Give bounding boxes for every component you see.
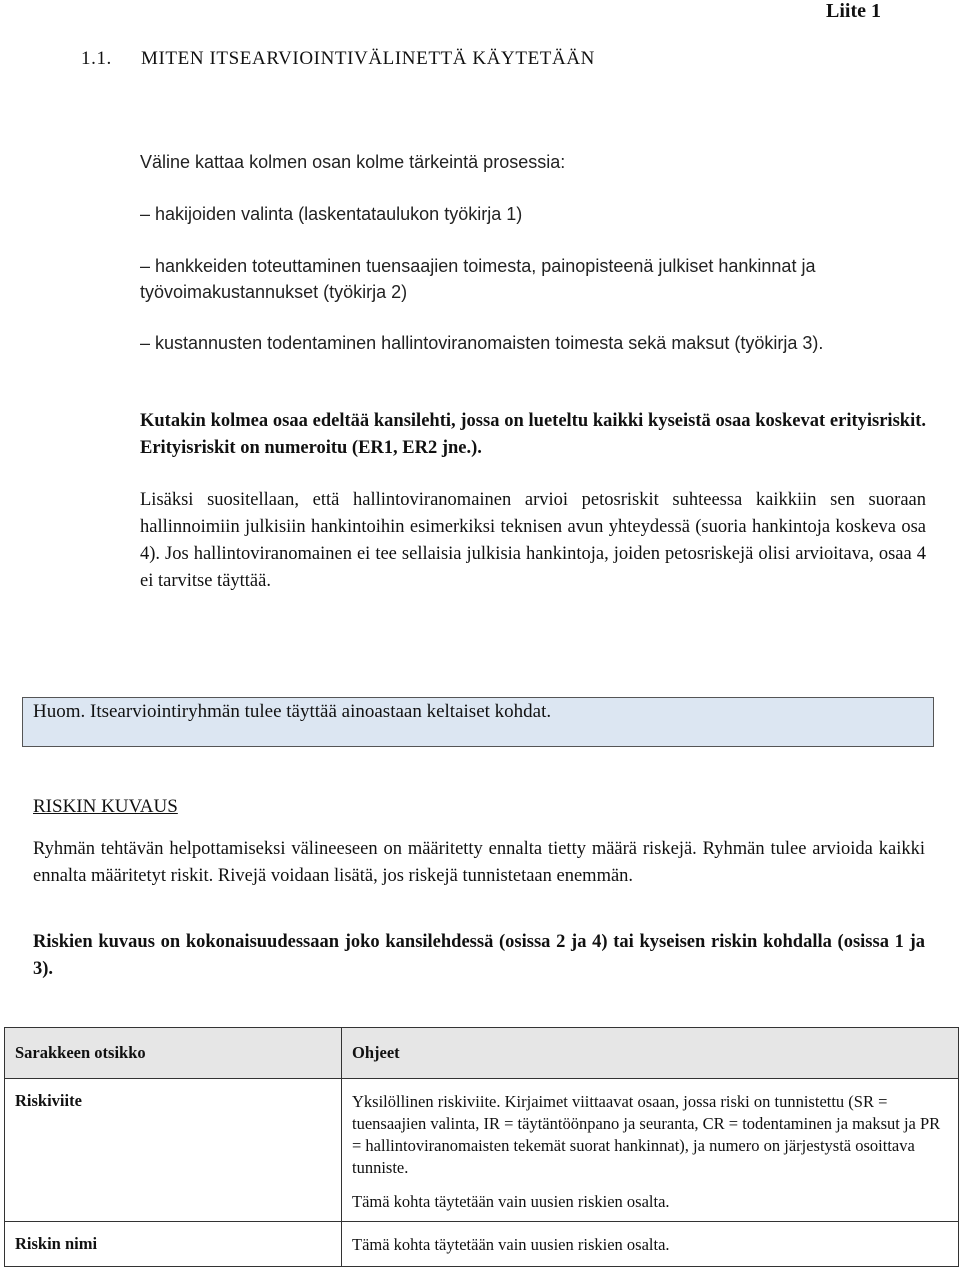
table-row	[5, 1222, 959, 1267]
table-cell-label: Riskin nimi	[5, 1222, 342, 1267]
cover-sheet-paragraph: Kutakin kolmea osaa edeltää kansilehti, jossa on lueteltu kaikki kyseistä osaa koskevat erityisriskit. Erityisriskit on numeroitu (ER1, ER2 jne.).	[140, 411, 926, 458]
table-row	[5, 1079, 959, 1222]
heading-number: 1.1.	[81, 48, 112, 69]
heading-text: MITEN ITSEARVIOINTIVÄLINETTÄ KÄYTETÄÄN	[141, 48, 595, 69]
risk-bold-paragraph: Riskien kuvaus on kokonaisuudessaan joko kansilehdessä (osissa 2 ja 4) tai kyseisen riskin kohdalla (osissa 1 ja 3).	[33, 932, 925, 979]
cell-paragraph: Yksilöllinen riskiviite. Kirjaimet viittaavat osaan, jossa riski on tunnistettu (SR = tuensaajien valinta, IR = täytäntöönpano ja seuranta, CR = todentaminen ja maksut ja PR = hallintoviranomaisten tekemät suorat hankinnat), ja numero on järjestystä osoittava tunniste.	[352, 1092, 941, 1177]
table-cell-text: Tämä kohta täytetään vain uusien riskien osalta.	[342, 1222, 959, 1267]
risk-description-title: RISKIN KUVAUS	[33, 796, 178, 817]
process-item: – hakijoiden valinta (laskentataulukon työkirja 1)	[140, 204, 523, 224]
section-heading	[81, 48, 595, 70]
intro-lead: Väline kattaa kolmen osan kolme tärkeintä prosessia:	[140, 152, 566, 172]
column-header: Ohjeet	[342, 1028, 959, 1079]
table-header-row	[5, 1028, 959, 1079]
note-box	[22, 697, 934, 747]
guidance-table	[4, 1027, 959, 1267]
process-item: – hankkeiden toteuttaminen tuensaajien toimesta, painopisteenä julkiset hankinnat ja työvoimakustannukset (työkirja 2)	[140, 256, 816, 302]
appendix-label: Liite 1	[826, 0, 881, 22]
note-text: Huom. Itsearviointiryhmän tulee täyttää ainoastaan keltaiset kohdat.	[33, 701, 552, 722]
process-item: – kustannusten todentaminen hallintoviranomaisten toimesta sekä maksut (työkirja 3).	[140, 333, 824, 353]
table-cell-label: Riskiviite	[5, 1079, 342, 1222]
procurement-paragraph: Lisäksi suositellaan, että hallintoviranomainen arvioi petosriskit suhteessa kaikkiin sen suoraan hallinnoimiin julkisiin hankintoihin esimerkiksi teknisen avun yhteydessä (suoria hankintoja koskeva osa 4). Jos hallintoviranomainen ei tee sellaisia julkisia hankintoja, joiden petosriskejä olisi arvioitava, osaa 4 ei tarvitse täyttää.	[140, 490, 926, 591]
risk-paragraph: Ryhmän tehtävän helpottamiseksi välineeseen on määritetty ennalta tietty määrä riskejä. Ryhmän tulee arvioida kaikki ennalta määritetyt riskit. Rivejä voidaan lisätä, jos riskejä tunnistetaan enemmän.	[33, 839, 925, 886]
cell-paragraph: Tämä kohta täytetään vain uusien riskien osalta.	[352, 1192, 670, 1211]
column-header: Sarakkeen otsikko	[5, 1028, 342, 1079]
table-cell-text	[342, 1079, 959, 1222]
